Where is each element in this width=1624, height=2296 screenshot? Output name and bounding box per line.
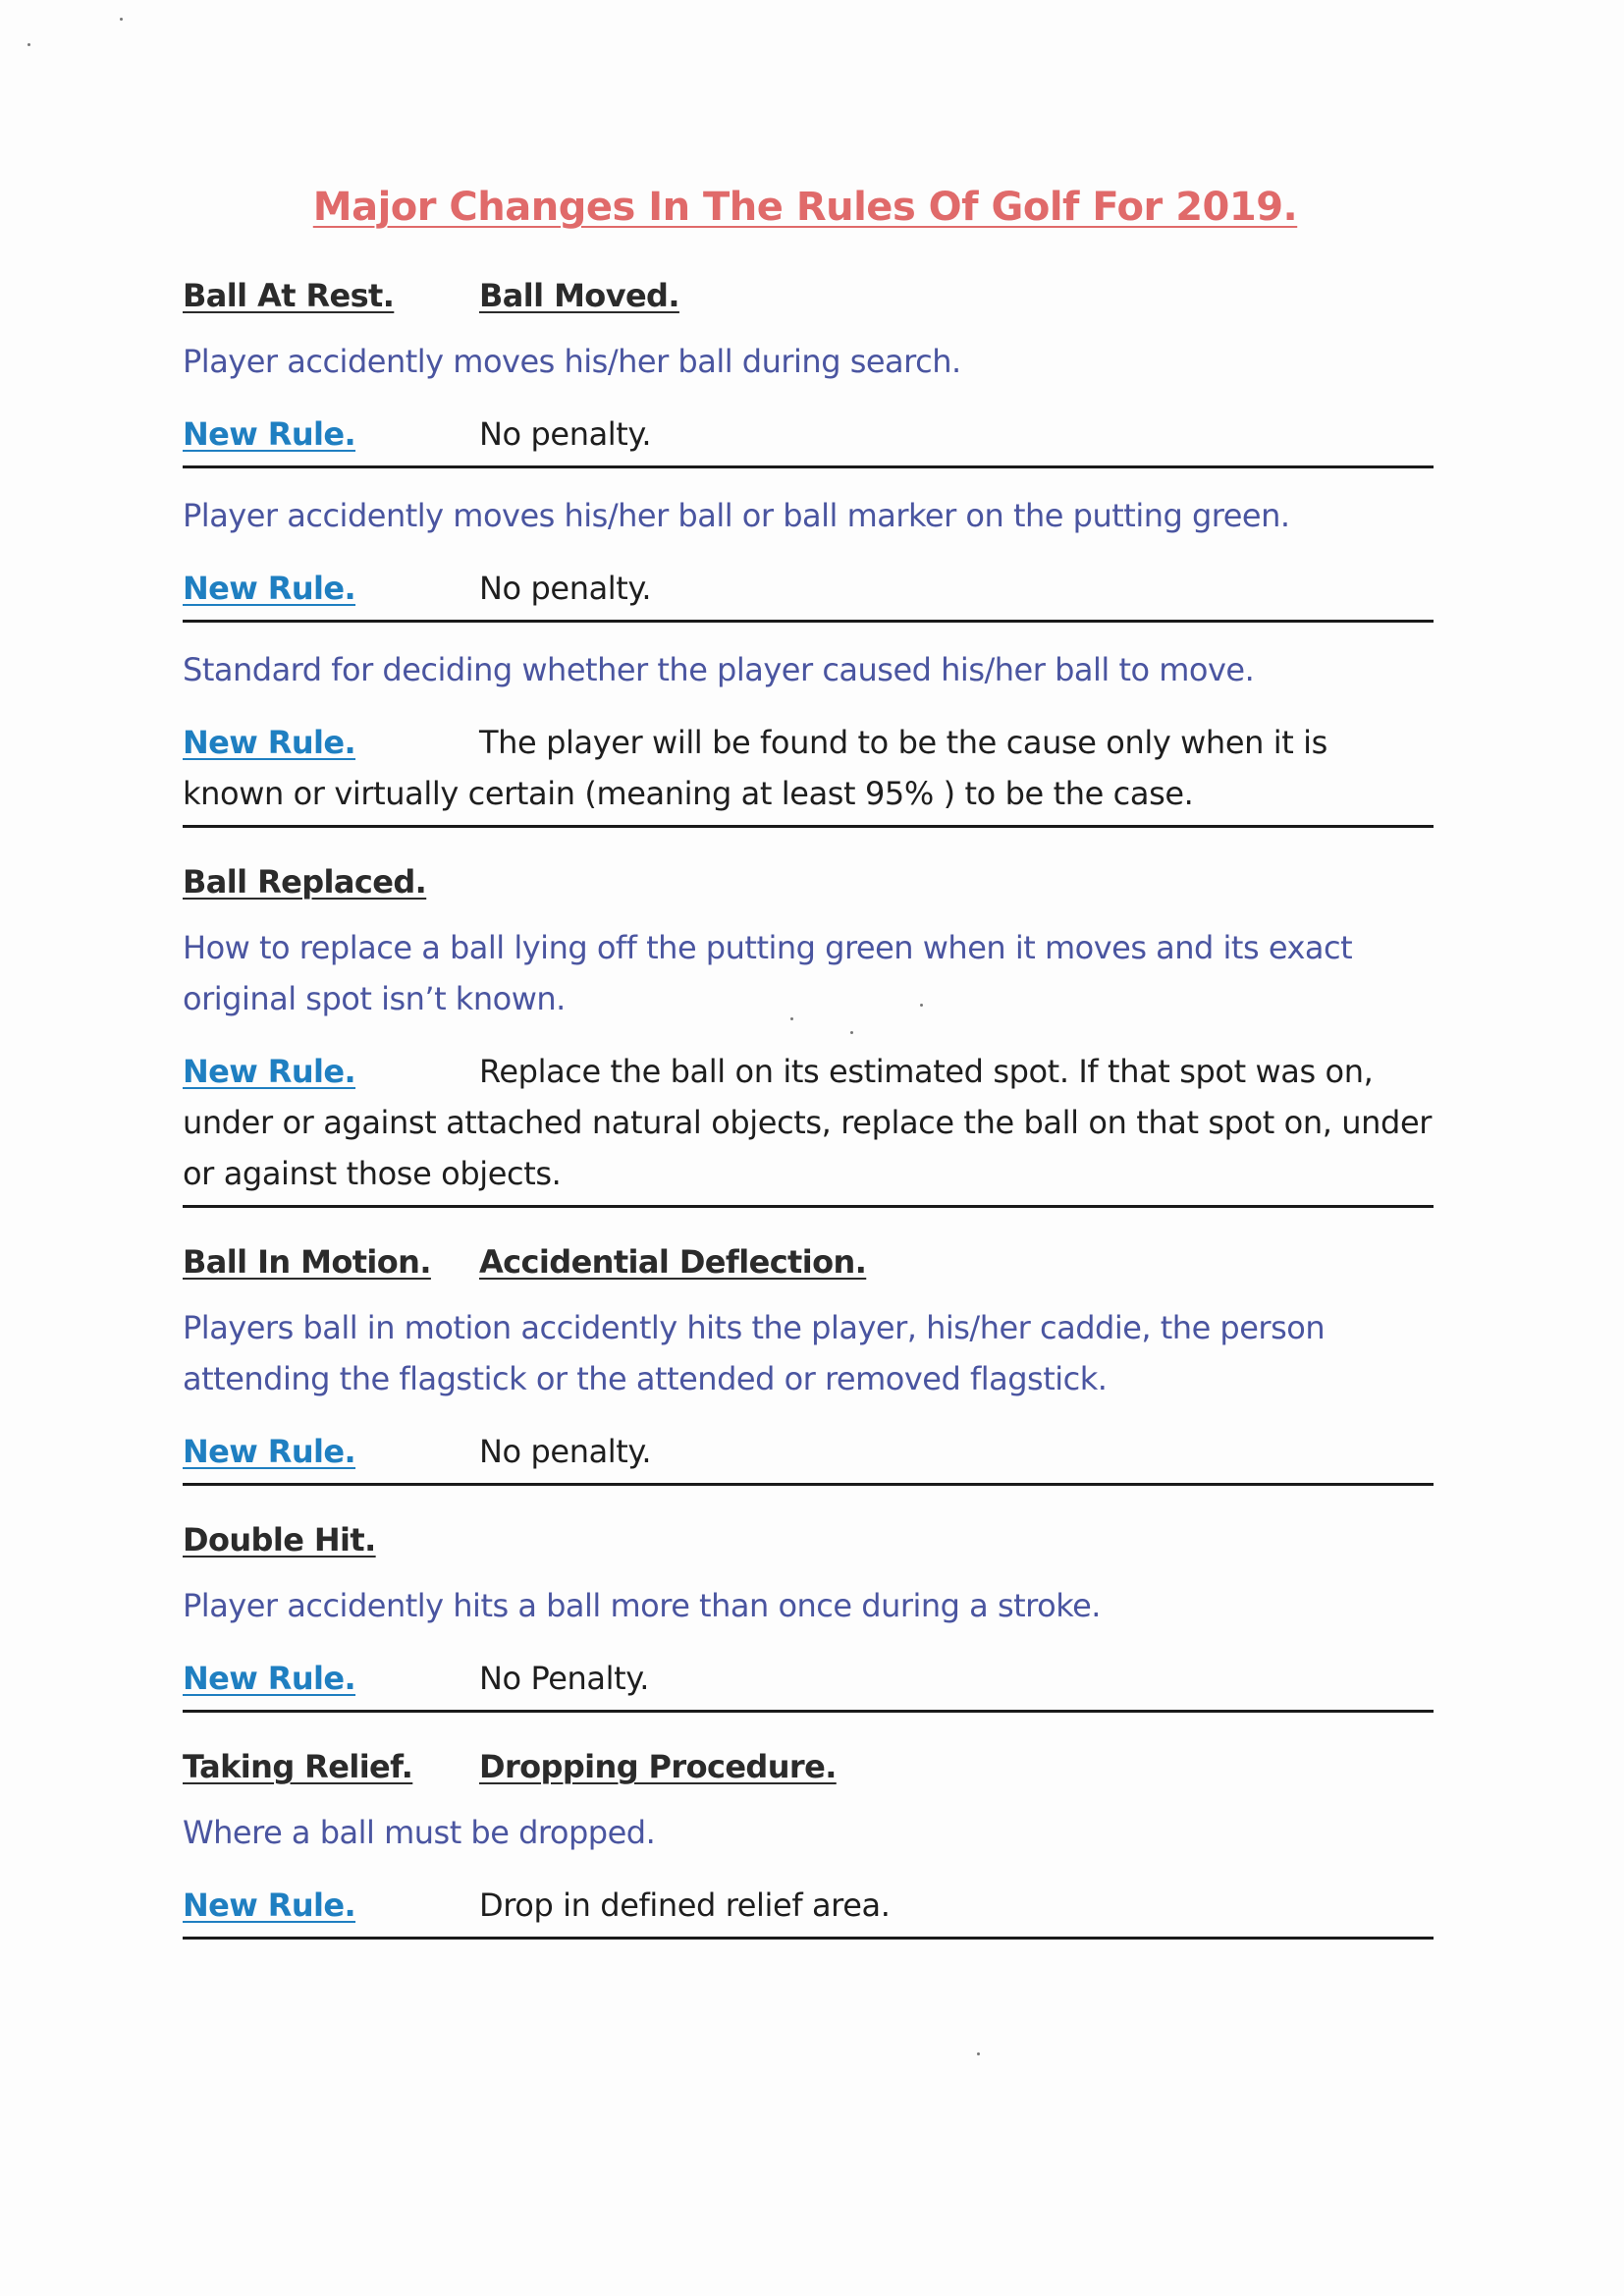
section-subheading: Ball Moved. [479, 277, 679, 314]
rule-section [183, 263, 1434, 468]
scan-speck [27, 43, 30, 46]
new-rule-text: No Penalty. [479, 1660, 650, 1697]
new-rule-label: New Rule. [183, 1660, 356, 1697]
section-heading: Double Hit. [183, 1521, 376, 1558]
new-rule-label: New Rule. [183, 415, 356, 453]
new-rule-text: No penalty. [479, 1433, 652, 1470]
rule-section [183, 1230, 1434, 1486]
section-subheading: Accidential Deflection. [479, 1243, 867, 1281]
section-heading-row [183, 1230, 1434, 1281]
new-rule [183, 1880, 1434, 1931]
section-heading: Taking Relief. [183, 1748, 413, 1785]
situation-description: Player accidently hits a ball more than once during a stroke. [183, 1587, 1101, 1624]
section-heading-row [183, 1507, 1434, 1558]
new-rule-label: New Rule. [183, 1053, 356, 1090]
page-title: Major Changes In The Rules Of Golf For 2019. [312, 185, 1298, 230]
rule-section [183, 849, 1434, 1208]
section-heading: Ball At Rest. [183, 277, 395, 314]
rule-section [183, 644, 1434, 828]
situation-description: How to replace a ball lying off the putting green when it moves and its exact original spot isn’t known. [183, 929, 1353, 1017]
section-subheading: Dropping Procedure. [479, 1748, 837, 1785]
new-rule [183, 409, 1434, 460]
scan-speck [790, 1017, 793, 1020]
new-rule [183, 1653, 1434, 1704]
rule-section [183, 490, 1434, 623]
scan-speck [120, 18, 123, 21]
scan-speck [920, 1004, 923, 1007]
rule-section [183, 1734, 1434, 1940]
situation-description: Where a ball must be dropped. [183, 1814, 656, 1851]
new-rule-text: No penalty. [479, 415, 652, 453]
situation-description: Player accidently moves his/her ball during search. [183, 343, 961, 380]
new-rule [183, 1426, 1434, 1477]
scan-speck [850, 1031, 853, 1034]
situation-description: Player accidently moves his/her ball or ball marker on the putting green. [183, 497, 1290, 534]
new-rule-label: New Rule. [183, 1433, 356, 1470]
section-heading: Ball In Motion. [183, 1243, 431, 1281]
situation-description: Players ball in motion accidently hits the player, his/her caddie, the person attending the flagstick or the attended or removed flagstick. [183, 1309, 1326, 1397]
situation-description: Standard for deciding whether the player caused his/her ball to move. [183, 651, 1255, 688]
new-rule-text: Drop in defined relief area. [479, 1886, 891, 1924]
new-rule [183, 1046, 1434, 1199]
new-rule-label: New Rule. [183, 724, 356, 761]
new-rule-text: Replace the ball on its estimated spot. If that spot was on, under or against attached natural objects, replace the ball on that spot on, under or against those objects. [183, 1053, 1432, 1192]
new-rule-label: New Rule. [183, 570, 356, 607]
new-rule [183, 717, 1434, 819]
scan-speck [977, 2052, 980, 2055]
section-heading-row [183, 1734, 1434, 1785]
new-rule [183, 563, 1434, 614]
new-rule-text: No penalty. [479, 570, 652, 607]
new-rule-label: New Rule. [183, 1886, 356, 1924]
section-heading-row [183, 263, 1434, 314]
new-rule-text: The player will be found to be the cause only when it is known or virtually certain (meaning at least 95% ) to be the case. [183, 724, 1327, 812]
rules-list [183, 263, 1434, 1961]
section-heading-row [183, 849, 1434, 901]
rule-section [183, 1507, 1434, 1713]
section-heading: Ball Replaced. [183, 863, 427, 901]
